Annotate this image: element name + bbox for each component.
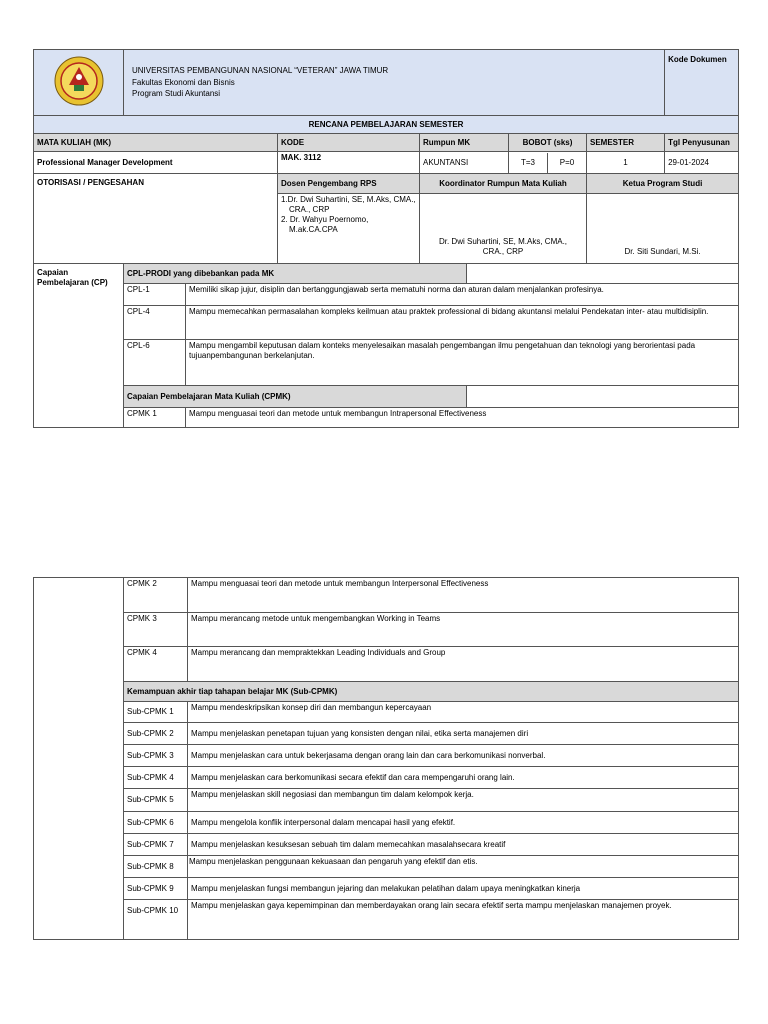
sub-cpmk-text: Mampu menjelaskan gaya kepemimpinan dan memberdayakan orang lain secara efektif serta mampu menjelaskan manajemen proyek. [188,900,739,940]
sub-cpmk-code: Sub-CPMK 8 [124,856,188,878]
dosen-header: Dosen Pengembang RPS [278,174,420,194]
sub-cpmk-text: Mampu menjelaskan penetapan tujuan yang konsisten dengan nilai, etika serta manajemen diri [188,723,739,745]
cpl-header-blank [467,264,739,284]
rumpun-header: Rumpun MK [420,134,509,152]
sub-cpmk-code: Sub-CPMK 9 [124,878,188,900]
bobot-t-value: T=3 [520,157,535,167]
cpmk-header: Capaian Pembelajaran Mata Kuliah (CPMK) [124,386,467,408]
cpl-header: CPL-PRODI yang dibebankan pada MK [124,264,467,284]
cp-label: Capaian Pembelajaran (CP) [34,264,124,428]
dosen-list [278,194,420,264]
course-code: MAK. 3112 [278,152,420,174]
koordinator-line-2: CRA., CRP [482,247,524,256]
sub-cpmk-text: Mampu menjelaskan fungsi membangun jejaring dan melakukan pelatihan dalam upaya meningkatkan kinerja [188,878,739,900]
cpmk-code: CPMK 2 [124,578,188,613]
sub-cpmk-code: Sub-CPMK 5 [124,789,188,812]
bobot-p-value: P=0 [547,153,586,173]
tgl-header: Tgl Penyusunan [665,134,739,152]
cpl-code: CPL-6 [124,340,186,386]
rps-table-page-1 [33,49,739,428]
sub-cpmk-text: Mampu menjelaskan cara untuk bekerjasama dengan orang lain dan cara berkomunikasi nonverbal. [188,745,739,767]
cpl-text: Memiliki sikap jujur, disiplin dan bertanggungjawab serta mematuhi norma dan aturan dalam menjalankan profesinya. [186,284,739,306]
sub-cpmk-code: Sub-CPMK 4 [124,767,188,789]
sub-cpmk-text: Mampu menjelaskan cara berkomunikasi secara efektif dan cara mempengaruhi orang lain. [188,767,739,789]
otorisasi-label: OTORISASI / PENGESAHAN [34,174,278,264]
sub-cpmk-code: Sub-CPMK 1 [124,702,188,723]
dosen-item: 2. Dr. Wahyu Poernomo, M.ak.CA.CPA [281,215,369,234]
sub-cpmk-text: Mampu menjelaskan kesuksesan sebuah tim dalam memecahkan masalahsecara kreatif [188,834,739,856]
sub-cpmk-text: Mampu menjelaskan skill negosiasi dan membangun tim dalam kelompok kerja. [188,789,739,812]
cpmk-text: Mampu menguasai teori dan metode untuk membangun Intrapersonal Effectiveness [186,408,739,428]
kode-header: KODE [278,134,420,152]
rps-table-page-2 [33,577,739,940]
sub-cpmk-code: Sub-CPMK 10 [124,900,188,940]
course-name: Professional Manager Development [34,152,278,174]
cpl-code: CPL-4 [124,306,186,340]
dosen-item: 1.Dr. Dwi Suhartini, SE, M.Aks, CMA., CRA., CRP [281,195,416,214]
rps-title: RENCANA PEMBELAJARAN SEMESTER [34,116,739,134]
sub-cpmk-header: Kemampuan akhir tiap tahapan belajar MK (Sub-CPMK) [124,682,739,702]
sub-cpmk-code: Sub-CPMK 6 [124,812,188,834]
kaprodi-name: Dr. Siti Sundari, M.Si. [587,194,739,264]
course-date: 29-01-2024 [665,152,739,174]
bobot-t [509,152,587,174]
cpmk-text: Mampu menguasai teori dan metode untuk membangun Interpersonal Effectiveness [188,578,739,613]
university-name: UNIVERSITAS PEMBANGUNAN NASIONAL “VETERAN” JAWA TIMUR [132,66,389,76]
koordinator-line-1: Dr. Dwi Suhartini, SE, M.Aks, CMA., [438,237,568,246]
program-name: Program Studi Akuntansi [132,89,221,99]
university-info [124,50,665,116]
bobot-header-cell: BOBOT (sks) [509,134,587,152]
sub-cpmk-code: Sub-CPMK 3 [124,745,188,767]
sub-cpmk-code: Sub-CPMK 7 [124,834,188,856]
cpl-text: Mampu mengambil keputusan dalam konteks menyelesaikan masalah pengembangan ilmu pengetahuan dan teknologi yang berorientasi pada tujuanpembangunan berkelanjutan. [186,340,739,386]
koordinator-name [420,194,587,264]
sub-cpmk-code: Sub-CPMK 2 [124,723,188,745]
faculty-name: Fakultas Ekonomi dan Bisnis [132,77,235,87]
doc-code-label: Kode Dokumen [665,50,739,116]
cpmk-code: CPMK 4 [124,647,188,682]
kaprodi-header: Ketua Program Studi [587,174,739,194]
university-seal-icon [53,55,105,107]
cpmk-code: CPMK 3 [124,613,188,647]
course-rumpun: AKUNTANSI [420,152,509,174]
cpmk-code: CPMK 1 [124,408,186,428]
cpmk-header-blank [467,386,739,408]
semester-header: SEMESTER [587,134,665,152]
cpmk-text: Mampu merancang dan mempraktekkan Leading Individuals and Group [188,647,739,682]
cp-label-continued [34,578,124,940]
cpmk-text: Mampu merancang metode untuk mengembangkan Working in Teams [188,613,739,647]
mk-header: MATA KULIAH (MK) [34,134,278,152]
cpl-code: CPL-1 [124,284,186,306]
sub-cpmk-text: Mampu mendeskripsikan konsep diri dan membangun kepercayaan [188,702,739,723]
cpl-text: Mampu memecahkan permasalahan kompleks keilmuan atau praktek professional di bidang akuntansi melalui Pendekatan inter- atau multidisiplin. [186,306,739,340]
sub-cpmk-text: Mampu mengelola konflik interpersonal dalam mencapai hasil yang efektif. [188,812,739,834]
sub-cpmk-text: Mampu menjelaskan penggunaan kekuasaan dan pengaruh yang efektif dan etis. [188,856,739,878]
logo-cell [34,50,124,116]
course-semester: 1 [587,152,665,174]
koordinator-header: Koordinator Rumpun Mata Kuliah [420,174,587,194]
